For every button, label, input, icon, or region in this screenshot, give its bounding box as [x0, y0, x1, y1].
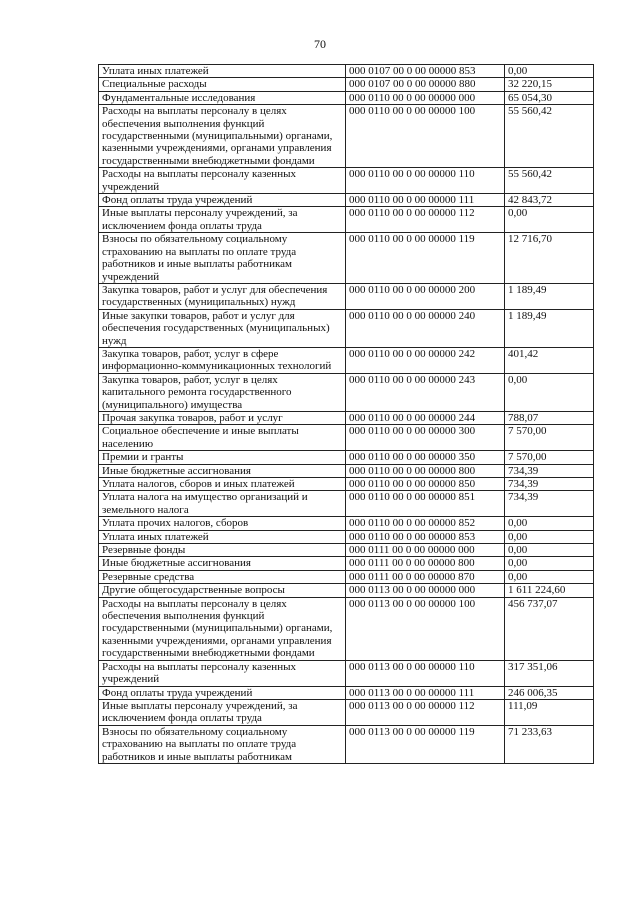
table-row [99, 411, 594, 424]
row-code-cell: 000 0110 00 0 00 00000 852 [346, 517, 505, 530]
table-row [99, 491, 594, 517]
row-name-cell: Фонд оплаты труда учреждений [99, 686, 346, 699]
row-code-cell: 000 0110 00 0 00 00000 119 [346, 233, 505, 284]
row-code-cell: 000 0110 00 0 00 00000 851 [346, 491, 505, 517]
row-code-cell: 000 0113 00 0 00 00000 100 [346, 597, 505, 660]
row-amount-cell: 1 611 224,60 [505, 584, 594, 597]
table-row [99, 105, 594, 168]
row-code-cell: 000 0110 00 0 00 00000 112 [346, 207, 505, 233]
row-code-cell: 000 0113 00 0 00 00000 112 [346, 699, 505, 725]
row-amount-cell: 0,00 [505, 557, 594, 570]
row-name-cell: Прочая закупка товаров, работ и услуг [99, 411, 346, 424]
row-code-cell: 000 0110 00 0 00 00000 000 [346, 91, 505, 104]
table-row [99, 347, 594, 373]
row-code-cell: 000 0110 00 0 00 00000 853 [346, 530, 505, 543]
row-amount-cell: 71 233,63 [505, 725, 594, 763]
row-code-cell: 000 0110 00 0 00 00000 350 [346, 451, 505, 464]
row-amount-cell: 788,07 [505, 411, 594, 424]
row-amount-cell: 0,00 [505, 530, 594, 543]
row-amount-cell: 7 570,00 [505, 425, 594, 451]
row-name-cell: Расходы на выплаты персоналу в целях обеспечения выполнения функций государственными (муниципальными) органами, казенными учреждениями, органами управления государственными внебюджетными фондами [99, 105, 346, 168]
table-row [99, 425, 594, 451]
row-amount-cell: 734,39 [505, 478, 594, 491]
table-row [99, 478, 594, 491]
row-name-cell: Взносы по обязательному социальному страхованию на выплаты по оплате труда работников и иные выплаты работникам учреждений [99, 233, 346, 284]
page-number: 70 [314, 37, 326, 51]
row-name-cell: Взносы по обязательному социальному страхованию на выплаты по оплате труда работников и иные выплаты работникам [99, 725, 346, 763]
row-code-cell: 000 0110 00 0 00 00000 240 [346, 309, 505, 347]
row-code-cell: 000 0111 00 0 00 00000 000 [346, 544, 505, 557]
row-code-cell: 000 0110 00 0 00 00000 243 [346, 373, 505, 411]
table-row [99, 530, 594, 543]
row-amount-cell: 1 189,49 [505, 283, 594, 309]
row-amount-cell: 7 570,00 [505, 451, 594, 464]
row-name-cell: Уплата налога на имущество организаций и земельного налога [99, 491, 346, 517]
row-code-cell: 000 0107 00 0 00 00000 880 [346, 78, 505, 91]
row-code-cell: 000 0110 00 0 00 00000 110 [346, 168, 505, 194]
row-code-cell: 000 0113 00 0 00 00000 111 [346, 686, 505, 699]
row-code-cell: 000 0110 00 0 00 00000 100 [346, 105, 505, 168]
row-code-cell: 000 0110 00 0 00 00000 111 [346, 194, 505, 207]
row-name-cell: Уплата налогов, сборов и иных платежей [99, 478, 346, 491]
table-row [99, 725, 594, 763]
row-code-cell: 000 0110 00 0 00 00000 800 [346, 464, 505, 477]
row-code-cell: 000 0111 00 0 00 00000 800 [346, 557, 505, 570]
table-row [99, 544, 594, 557]
row-name-cell: Иные бюджетные ассигнования [99, 464, 346, 477]
row-code-cell: 000 0113 00 0 00 00000 110 [346, 660, 505, 686]
row-amount-cell: 734,39 [505, 491, 594, 517]
row-amount-cell: 246 006,35 [505, 686, 594, 699]
table-row [99, 78, 594, 91]
row-amount-cell: 0,00 [505, 517, 594, 530]
row-name-cell: Закупка товаров, работ, услуг в целях капитального ремонта государственного (муниципального) имущества [99, 373, 346, 411]
row-code-cell: 000 0110 00 0 00 00000 300 [346, 425, 505, 451]
table-row [99, 207, 594, 233]
row-code-cell: 000 0113 00 0 00 00000 000 [346, 584, 505, 597]
row-name-cell: Иные закупки товаров, работ и услуг для обеспечения государственных (муниципальных) нужд [99, 309, 346, 347]
row-code-cell: 000 0113 00 0 00 00000 119 [346, 725, 505, 763]
row-amount-cell: 1 189,49 [505, 309, 594, 347]
row-name-cell: Фундаментальные исследования [99, 91, 346, 104]
row-name-cell: Специальные расходы [99, 78, 346, 91]
row-name-cell: Закупка товаров, работ, услуг в сфере информационно-коммуникационных технологий [99, 347, 346, 373]
row-name-cell: Иные выплаты персоналу учреждений, за исключением фонда оплаты труда [99, 699, 346, 725]
table-row [99, 309, 594, 347]
table-row [99, 194, 594, 207]
table-row [99, 283, 594, 309]
table-row [99, 699, 594, 725]
budget-table [98, 64, 594, 764]
row-amount-cell: 0,00 [505, 373, 594, 411]
row-code-cell: 000 0110 00 0 00 00000 242 [346, 347, 505, 373]
row-name-cell: Резервные средства [99, 570, 346, 583]
table-row [99, 557, 594, 570]
table-row [99, 91, 594, 104]
row-name-cell: Расходы на выплаты персоналу казенных учреждений [99, 168, 346, 194]
row-amount-cell: 55 560,42 [505, 105, 594, 168]
table-row [99, 65, 594, 78]
row-name-cell: Резервные фонды [99, 544, 346, 557]
row-name-cell: Премии и гранты [99, 451, 346, 464]
table-row [99, 233, 594, 284]
row-amount-cell: 401,42 [505, 347, 594, 373]
row-amount-cell: 456 737,07 [505, 597, 594, 660]
row-name-cell: Уплата иных платежей [99, 530, 346, 543]
row-amount-cell: 317 351,06 [505, 660, 594, 686]
row-name-cell: Иные выплаты персоналу учреждений, за исключением фонда оплаты труда [99, 207, 346, 233]
table-row [99, 517, 594, 530]
row-code-cell: 000 0110 00 0 00 00000 200 [346, 283, 505, 309]
table-row [99, 570, 594, 583]
row-amount-cell: 734,39 [505, 464, 594, 477]
table-row [99, 584, 594, 597]
row-amount-cell: 32 220,15 [505, 78, 594, 91]
row-amount-cell: 12 716,70 [505, 233, 594, 284]
row-amount-cell: 42 843,72 [505, 194, 594, 207]
row-code-cell: 000 0107 00 0 00 00000 853 [346, 65, 505, 78]
row-code-cell: 000 0110 00 0 00 00000 244 [346, 411, 505, 424]
table-row [99, 373, 594, 411]
row-amount-cell: 0,00 [505, 544, 594, 557]
table-row [99, 686, 594, 699]
row-name-cell: Расходы на выплаты персоналу казенных учреждений [99, 660, 346, 686]
table-row [99, 660, 594, 686]
row-amount-cell: 55 560,42 [505, 168, 594, 194]
row-name-cell: Уплата иных платежей [99, 65, 346, 78]
row-code-cell: 000 0111 00 0 00 00000 870 [346, 570, 505, 583]
row-name-cell: Иные бюджетные ассигнования [99, 557, 346, 570]
table-row [99, 464, 594, 477]
row-name-cell: Закупка товаров, работ и услуг для обеспечения государственных (муниципальных) нужд [99, 283, 346, 309]
row-amount-cell: 0,00 [505, 570, 594, 583]
row-name-cell: Расходы на выплаты персоналу в целях обеспечения выполнения функций государственными (муниципальными) органами, казенными учреждениями, органами управления государственными внебюджетными фондами [99, 597, 346, 660]
table-row [99, 451, 594, 464]
row-amount-cell: 0,00 [505, 207, 594, 233]
row-name-cell: Фонд оплаты труда учреждений [99, 194, 346, 207]
row-amount-cell: 111,09 [505, 699, 594, 725]
budget-table-body [99, 65, 594, 764]
row-name-cell: Другие общегосударственные вопросы [99, 584, 346, 597]
row-code-cell: 000 0110 00 0 00 00000 850 [346, 478, 505, 491]
row-amount-cell: 0,00 [505, 65, 594, 78]
table-row [99, 597, 594, 660]
table-row [99, 168, 594, 194]
row-name-cell: Уплата прочих налогов, сборов [99, 517, 346, 530]
row-amount-cell: 65 054,30 [505, 91, 594, 104]
row-name-cell: Социальное обеспечение и иные выплаты населению [99, 425, 346, 451]
